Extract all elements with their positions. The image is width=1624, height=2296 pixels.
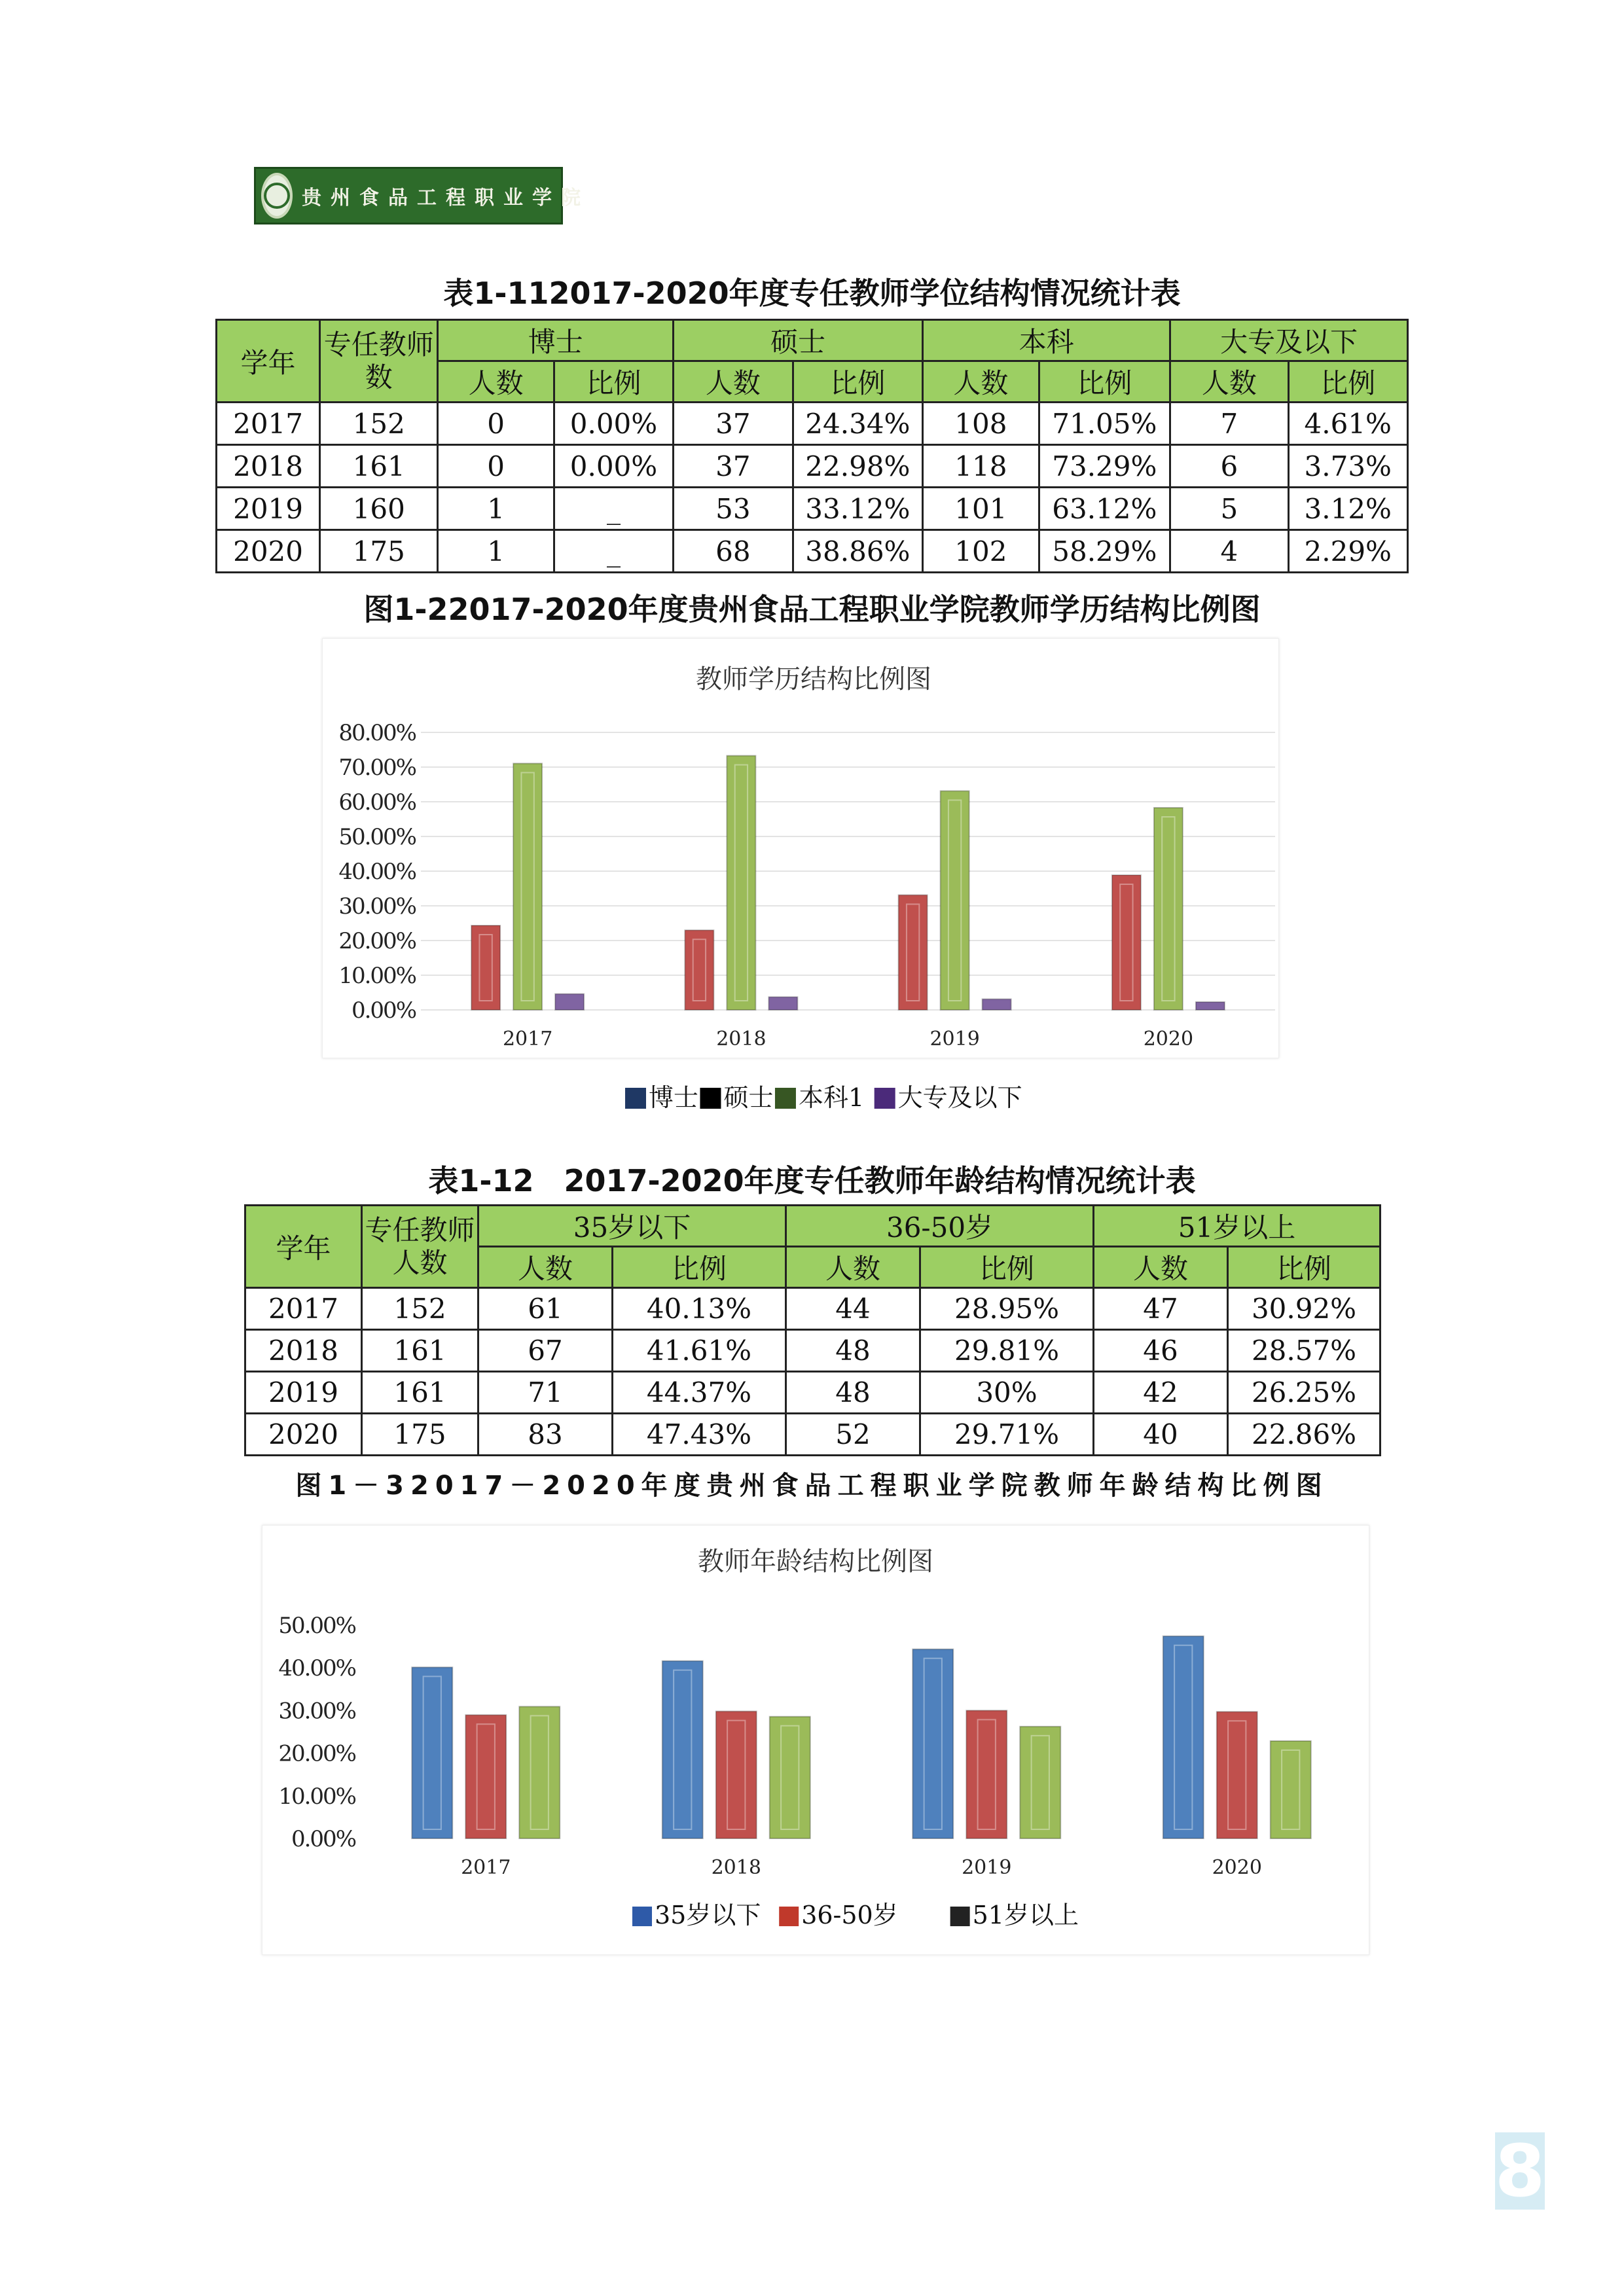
table-cell: 152 — [320, 403, 438, 445]
table-cell: _ — [554, 530, 673, 573]
bar — [1271, 1741, 1311, 1839]
legend-swatch — [950, 1907, 970, 1926]
header-sub-ratio: 比例 — [920, 1247, 1094, 1288]
table-cell: 175 — [320, 530, 438, 573]
table-cell: 28.95% — [920, 1288, 1094, 1330]
page-number: 8 — [1494, 2129, 1545, 2213]
table-cell: 29.81% — [920, 1330, 1094, 1372]
table-cell: 2019 — [245, 1372, 362, 1414]
x-tick-label: 2017 — [461, 1856, 511, 1879]
header-sub-count: 人数 — [1170, 361, 1288, 403]
table-cell: 101 — [923, 488, 1039, 530]
header-group: 本科 — [923, 320, 1170, 361]
table-cell: 47.43% — [613, 1414, 786, 1456]
table-cell: 0 — [438, 403, 554, 445]
table-cell: 30.92% — [1228, 1288, 1380, 1330]
table-cell: 161 — [320, 445, 438, 488]
table-row — [245, 1288, 1380, 1330]
bar — [768, 997, 797, 1010]
legend-label: 大专及以下 — [897, 1083, 1022, 1112]
table-cell: 152 — [362, 1288, 478, 1330]
header-sub-ratio: 比例 — [1288, 361, 1407, 403]
x-tick-label: 2018 — [716, 1028, 767, 1050]
table-cell: 2017 — [217, 403, 320, 445]
table-cell: 175 — [362, 1414, 478, 1456]
table-cell: 2.29% — [1288, 530, 1407, 573]
header-teacher-count: 专任教师人数 — [362, 1206, 478, 1288]
bar — [1112, 875, 1141, 1010]
table-cell: 4 — [1170, 530, 1288, 573]
table-row — [217, 403, 1408, 445]
age-chart-area — [262, 1525, 1369, 1955]
x-tick-label: 2017 — [502, 1028, 553, 1050]
legend-swatch — [700, 1088, 721, 1109]
age-structure-table — [244, 1204, 1381, 1456]
bar — [716, 1712, 757, 1839]
table-cell: 24.34% — [793, 403, 923, 445]
table-cell: 2018 — [217, 445, 320, 488]
header-sub-count: 人数 — [923, 361, 1039, 403]
table-cell: 48 — [786, 1372, 920, 1414]
table-cell: 4.61% — [1288, 403, 1407, 445]
legend-swatch — [779, 1907, 799, 1926]
table-cell: 63.12% — [1039, 488, 1170, 530]
table-row — [245, 1414, 1380, 1456]
table-cell: 161 — [362, 1330, 478, 1372]
table-cell: 160 — [320, 488, 438, 530]
bar — [1217, 1712, 1257, 1839]
y-tick-label: 70.00% — [338, 755, 416, 781]
bar — [465, 1715, 506, 1839]
chart-title: 教师年龄结构比例图 — [698, 1547, 933, 1577]
bar — [513, 763, 542, 1010]
table-cell: 67 — [478, 1330, 613, 1372]
legend-swatch — [875, 1088, 895, 1109]
y-tick-label: 0.00% — [291, 1826, 355, 1852]
header-sub-count: 人数 — [438, 361, 554, 403]
table-row — [217, 445, 1408, 488]
header-year: 学年 — [245, 1206, 362, 1288]
table-cell: 2019 — [217, 488, 320, 530]
table-cell: 42 — [1094, 1372, 1228, 1414]
table-cell: 68 — [674, 530, 793, 573]
table-row — [245, 1372, 1380, 1414]
table-cell: 48 — [786, 1330, 920, 1372]
school-seal-icon — [261, 173, 293, 219]
bar — [555, 994, 584, 1010]
bar — [912, 1649, 953, 1839]
bar — [983, 999, 1011, 1010]
table-cell: 44.37% — [613, 1372, 786, 1414]
x-tick-label: 2018 — [711, 1856, 761, 1879]
table-cell: 0.00% — [554, 445, 673, 488]
figure2-caption: 图1－32017－2020年度贵州食品工程职业学院教师年龄结构比例图 — [295, 1471, 1329, 1501]
table-cell: 52 — [786, 1414, 920, 1456]
table-cell: 2020 — [217, 530, 320, 573]
table-cell: 22.86% — [1228, 1414, 1380, 1456]
legend-swatch — [775, 1088, 796, 1109]
table-cell: 30% — [920, 1372, 1094, 1414]
bar — [1196, 1002, 1225, 1010]
degree-structure-chart — [323, 639, 1278, 1058]
legend-label: 硕士 — [723, 1083, 774, 1112]
table-cell: 41.61% — [613, 1330, 786, 1372]
table-cell: 5 — [1170, 488, 1288, 530]
bar — [770, 1717, 810, 1839]
age-structure-chart — [262, 1526, 1369, 1954]
header-sub-ratio: 比例 — [1228, 1247, 1380, 1288]
bar — [899, 895, 928, 1010]
table-cell: _ — [554, 488, 673, 530]
logo-text: 贵州食品工程职业学院 — [302, 187, 590, 209]
legend-label: 博士 — [649, 1083, 699, 1112]
x-tick-label: 2019 — [929, 1028, 980, 1050]
header-teacher-count: 专任教师数 — [320, 320, 438, 403]
table-cell: 28.57% — [1228, 1330, 1380, 1372]
table2-caption: 表1-12 2017-2020年度专任教师年龄结构情况统计表 — [428, 1163, 1196, 1198]
bar — [471, 925, 500, 1010]
table-cell: 46 — [1094, 1330, 1228, 1372]
bar — [941, 791, 969, 1010]
age-chart-legend — [632, 1901, 1079, 1929]
table-cell: 161 — [362, 1372, 478, 1414]
legend-label: 35岁以下 — [655, 1901, 761, 1929]
table-cell: 61 — [478, 1288, 613, 1330]
table-row — [217, 488, 1408, 530]
table-cell: 2017 — [245, 1288, 362, 1330]
table-cell: 2020 — [245, 1414, 362, 1456]
table-cell: 29.71% — [920, 1414, 1094, 1456]
bar — [1154, 808, 1183, 1010]
table-cell: 53 — [674, 488, 793, 530]
y-tick-label: 40.00% — [278, 1655, 355, 1682]
header-group: 博士 — [438, 320, 674, 361]
y-tick-label: 0.00% — [351, 997, 416, 1024]
table-cell: 44 — [786, 1288, 920, 1330]
table-cell: 22.98% — [793, 445, 923, 488]
header-sub-count: 人数 — [1094, 1247, 1228, 1288]
x-tick-label: 2020 — [1143, 1028, 1194, 1050]
header-group: 36-50岁 — [786, 1206, 1094, 1247]
y-tick-label: 60.00% — [338, 789, 416, 816]
table-cell: 71 — [478, 1372, 613, 1414]
table-cell: 58.29% — [1039, 530, 1170, 573]
y-tick-label: 30.00% — [278, 1698, 355, 1725]
table-cell: 108 — [923, 403, 1039, 445]
y-tick-label: 10.00% — [338, 963, 416, 989]
table-cell: 38.86% — [793, 530, 923, 573]
bar — [1020, 1727, 1060, 1839]
y-tick-label: 10.00% — [278, 1783, 355, 1810]
header-group: 硕士 — [674, 320, 923, 361]
table-cell: 26.25% — [1228, 1372, 1380, 1414]
bar — [727, 756, 755, 1010]
header-group: 大专及以下 — [1170, 320, 1408, 361]
header-sub-count: 人数 — [674, 361, 793, 403]
header-sub-ratio: 比例 — [793, 361, 923, 403]
chart-title: 教师学历结构比例图 — [696, 664, 931, 694]
degree-structure-table — [215, 319, 1409, 573]
bar — [1163, 1636, 1204, 1839]
table-cell: 118 — [923, 445, 1039, 488]
legend-label: 36-50岁 — [801, 1901, 898, 1929]
header-group: 35岁以下 — [478, 1206, 786, 1247]
y-tick-label: 20.00% — [278, 1740, 355, 1767]
header-sub-count: 人数 — [478, 1247, 613, 1288]
table-cell: 47 — [1094, 1288, 1228, 1330]
table-cell: 102 — [923, 530, 1039, 573]
table-cell: 0 — [438, 445, 554, 488]
table1-caption: 表1-112017-2020年度专任教师学位结构情况统计表 — [443, 276, 1181, 311]
header-sub-ratio: 比例 — [613, 1247, 786, 1288]
x-tick-label: 2020 — [1212, 1856, 1262, 1879]
legend-label: 51岁以上 — [972, 1901, 1079, 1929]
header-sub-count: 人数 — [786, 1247, 920, 1288]
bar — [412, 1667, 452, 1839]
bar — [966, 1710, 1007, 1839]
table-cell: 73.29% — [1039, 445, 1170, 488]
table-cell: 40 — [1094, 1414, 1228, 1456]
table-cell: 71.05% — [1039, 403, 1170, 445]
header-group: 51岁以上 — [1094, 1206, 1380, 1247]
table-cell: 3.12% — [1288, 488, 1407, 530]
table-cell: 1 — [438, 488, 554, 530]
table-cell: 0.00% — [554, 403, 673, 445]
table-row — [217, 530, 1408, 573]
table-cell: 40.13% — [613, 1288, 786, 1330]
header-sub-ratio: 比例 — [1039, 361, 1170, 403]
bar — [662, 1661, 703, 1839]
y-tick-label: 80.00% — [338, 720, 416, 746]
degree-chart-legend — [524, 1079, 1113, 1118]
degree-chart-area — [322, 638, 1279, 1058]
table-cell: 3.73% — [1288, 445, 1407, 488]
header-sub-ratio: 比例 — [554, 361, 673, 403]
table-cell: 2018 — [245, 1330, 362, 1372]
school-logo-banner — [254, 167, 590, 224]
x-tick-label: 2019 — [962, 1856, 1012, 1879]
legend-swatch — [625, 1088, 646, 1109]
legend-swatch — [632, 1907, 652, 1926]
figure1-caption: 图1-22017-2020年度贵州食品工程职业学院教师学历结构比例图 — [363, 592, 1261, 627]
table-cell: 1 — [438, 530, 554, 573]
y-tick-label: 20.00% — [338, 928, 416, 954]
table-cell: 83 — [478, 1414, 613, 1456]
y-tick-label: 50.00% — [278, 1613, 355, 1639]
table-row — [245, 1330, 1380, 1372]
header-year: 学年 — [217, 320, 320, 403]
y-tick-label: 30.00% — [338, 893, 416, 920]
table-cell: 37 — [674, 445, 793, 488]
legend-label: 本科1 — [798, 1083, 865, 1112]
table-cell: 6 — [1170, 445, 1288, 488]
table-cell: 37 — [674, 403, 793, 445]
bar — [685, 930, 713, 1010]
y-tick-label: 50.00% — [338, 824, 416, 850]
table-cell: 33.12% — [793, 488, 923, 530]
bar — [519, 1706, 560, 1839]
table-cell: 7 — [1170, 403, 1288, 445]
y-tick-label: 40.00% — [338, 859, 416, 885]
